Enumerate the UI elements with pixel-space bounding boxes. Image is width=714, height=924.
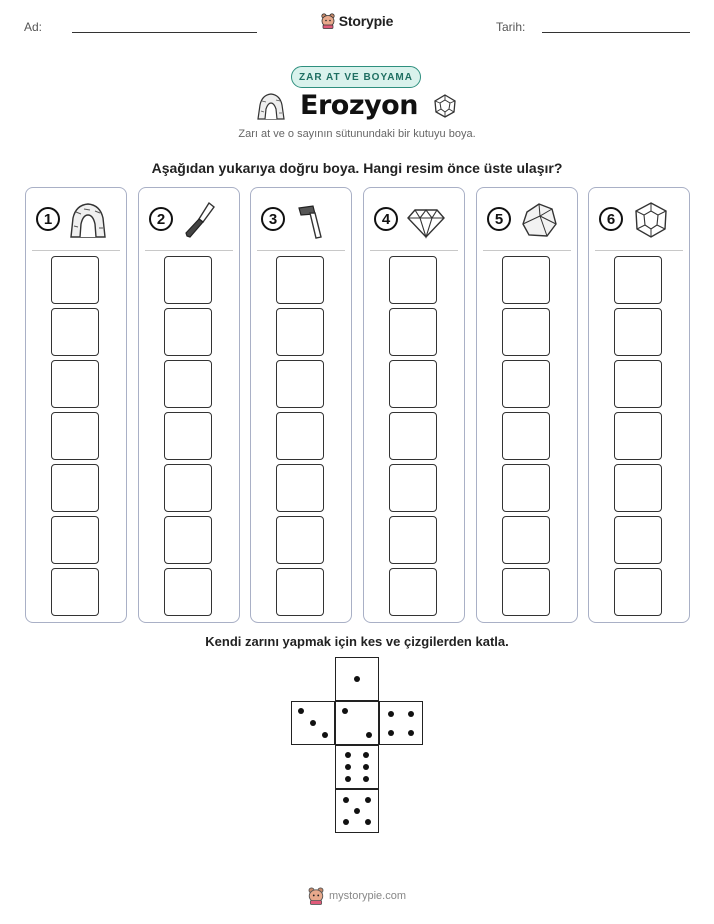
color-box[interactable] (614, 308, 662, 356)
dice-face-6 (335, 745, 379, 789)
dice-face-3 (291, 701, 335, 745)
instruction-text: Aşağıdan yukarıya doğru boya. Hangi resim önce üste ulaşır? (151, 160, 563, 176)
color-box[interactable] (614, 360, 662, 408)
gem-icon (631, 200, 671, 240)
color-box[interactable] (389, 412, 437, 460)
color-box[interactable] (276, 308, 324, 356)
color-box[interactable] (276, 464, 324, 512)
dice-column-5 (476, 187, 578, 623)
cut-instruction: Kendi zarını yapmak için kes ve çizgilerden katla. (205, 634, 509, 649)
dice-face-1 (335, 657, 379, 701)
color-box[interactable] (164, 568, 212, 616)
column-number: 5 (487, 207, 511, 231)
color-box[interactable] (276, 256, 324, 304)
color-box[interactable] (276, 568, 324, 616)
chisel-icon (181, 200, 221, 240)
diamond-icon (406, 200, 446, 240)
column-number: 2 (149, 207, 173, 231)
color-box[interactable] (614, 568, 662, 616)
color-box[interactable] (51, 464, 99, 512)
color-box[interactable] (502, 516, 550, 564)
subtitle: Zarı at ve o sayının sütunundaki bir kutuyu boya. (238, 128, 476, 140)
brand-logo (0, 13, 714, 29)
color-box[interactable] (389, 256, 437, 304)
hammer-icon (293, 200, 333, 240)
dice-face-4 (379, 701, 423, 745)
color-box[interactable] (51, 412, 99, 460)
dice-column-6 (588, 187, 690, 623)
color-box[interactable] (51, 256, 99, 304)
name-label: Ad: (24, 20, 43, 34)
color-box[interactable] (389, 360, 437, 408)
color-box[interactable] (164, 256, 212, 304)
page-title: Erozyon (300, 90, 418, 121)
color-box[interactable] (51, 308, 99, 356)
color-box[interactable] (614, 464, 662, 512)
name-field-line[interactable] (72, 32, 257, 33)
dice-column-4 (363, 187, 465, 623)
dice-face-5 (335, 789, 379, 833)
dice-face-2 (335, 701, 379, 745)
gem-icon (432, 93, 458, 119)
column-number: 4 (374, 207, 398, 231)
storypie-mascot-icon (308, 887, 324, 905)
date-field-line[interactable] (542, 32, 690, 33)
color-box[interactable] (389, 464, 437, 512)
color-box[interactable] (276, 516, 324, 564)
color-box[interactable] (502, 412, 550, 460)
color-box[interactable] (502, 464, 550, 512)
dice-column-2 (138, 187, 240, 623)
rock-arch-icon (68, 200, 108, 240)
footer-site: mystorypie.com (328, 890, 407, 902)
color-box[interactable] (389, 516, 437, 564)
color-box[interactable] (164, 464, 212, 512)
color-box[interactable] (502, 568, 550, 616)
color-box[interactable] (614, 516, 662, 564)
color-box[interactable] (51, 516, 99, 564)
column-number: 3 (261, 207, 285, 231)
date-label: Tarih: (496, 20, 526, 34)
color-box[interactable] (389, 568, 437, 616)
color-box[interactable] (51, 568, 99, 616)
dice-column-1 (25, 187, 127, 623)
color-box[interactable] (502, 308, 550, 356)
color-box[interactable] (164, 308, 212, 356)
color-box[interactable] (502, 256, 550, 304)
color-box[interactable] (614, 412, 662, 460)
color-box[interactable] (276, 360, 324, 408)
color-box[interactable] (502, 360, 550, 408)
color-box[interactable] (164, 412, 212, 460)
color-box[interactable] (389, 308, 437, 356)
footer (0, 887, 714, 905)
dice-column-3 (250, 187, 352, 623)
brand-name: Storypie (338, 13, 394, 29)
color-box[interactable] (276, 412, 324, 460)
color-box[interactable] (164, 516, 212, 564)
column-number: 6 (599, 207, 623, 231)
column-number: 1 (36, 207, 60, 231)
activity-badge: ZAR AT VE BOYAMA (291, 66, 421, 88)
color-box[interactable] (614, 256, 662, 304)
color-box[interactable] (51, 360, 99, 408)
color-box[interactable] (164, 360, 212, 408)
rock-icon (519, 200, 559, 240)
rock-arch-icon (256, 91, 286, 121)
storypie-mascot-icon (321, 13, 335, 29)
